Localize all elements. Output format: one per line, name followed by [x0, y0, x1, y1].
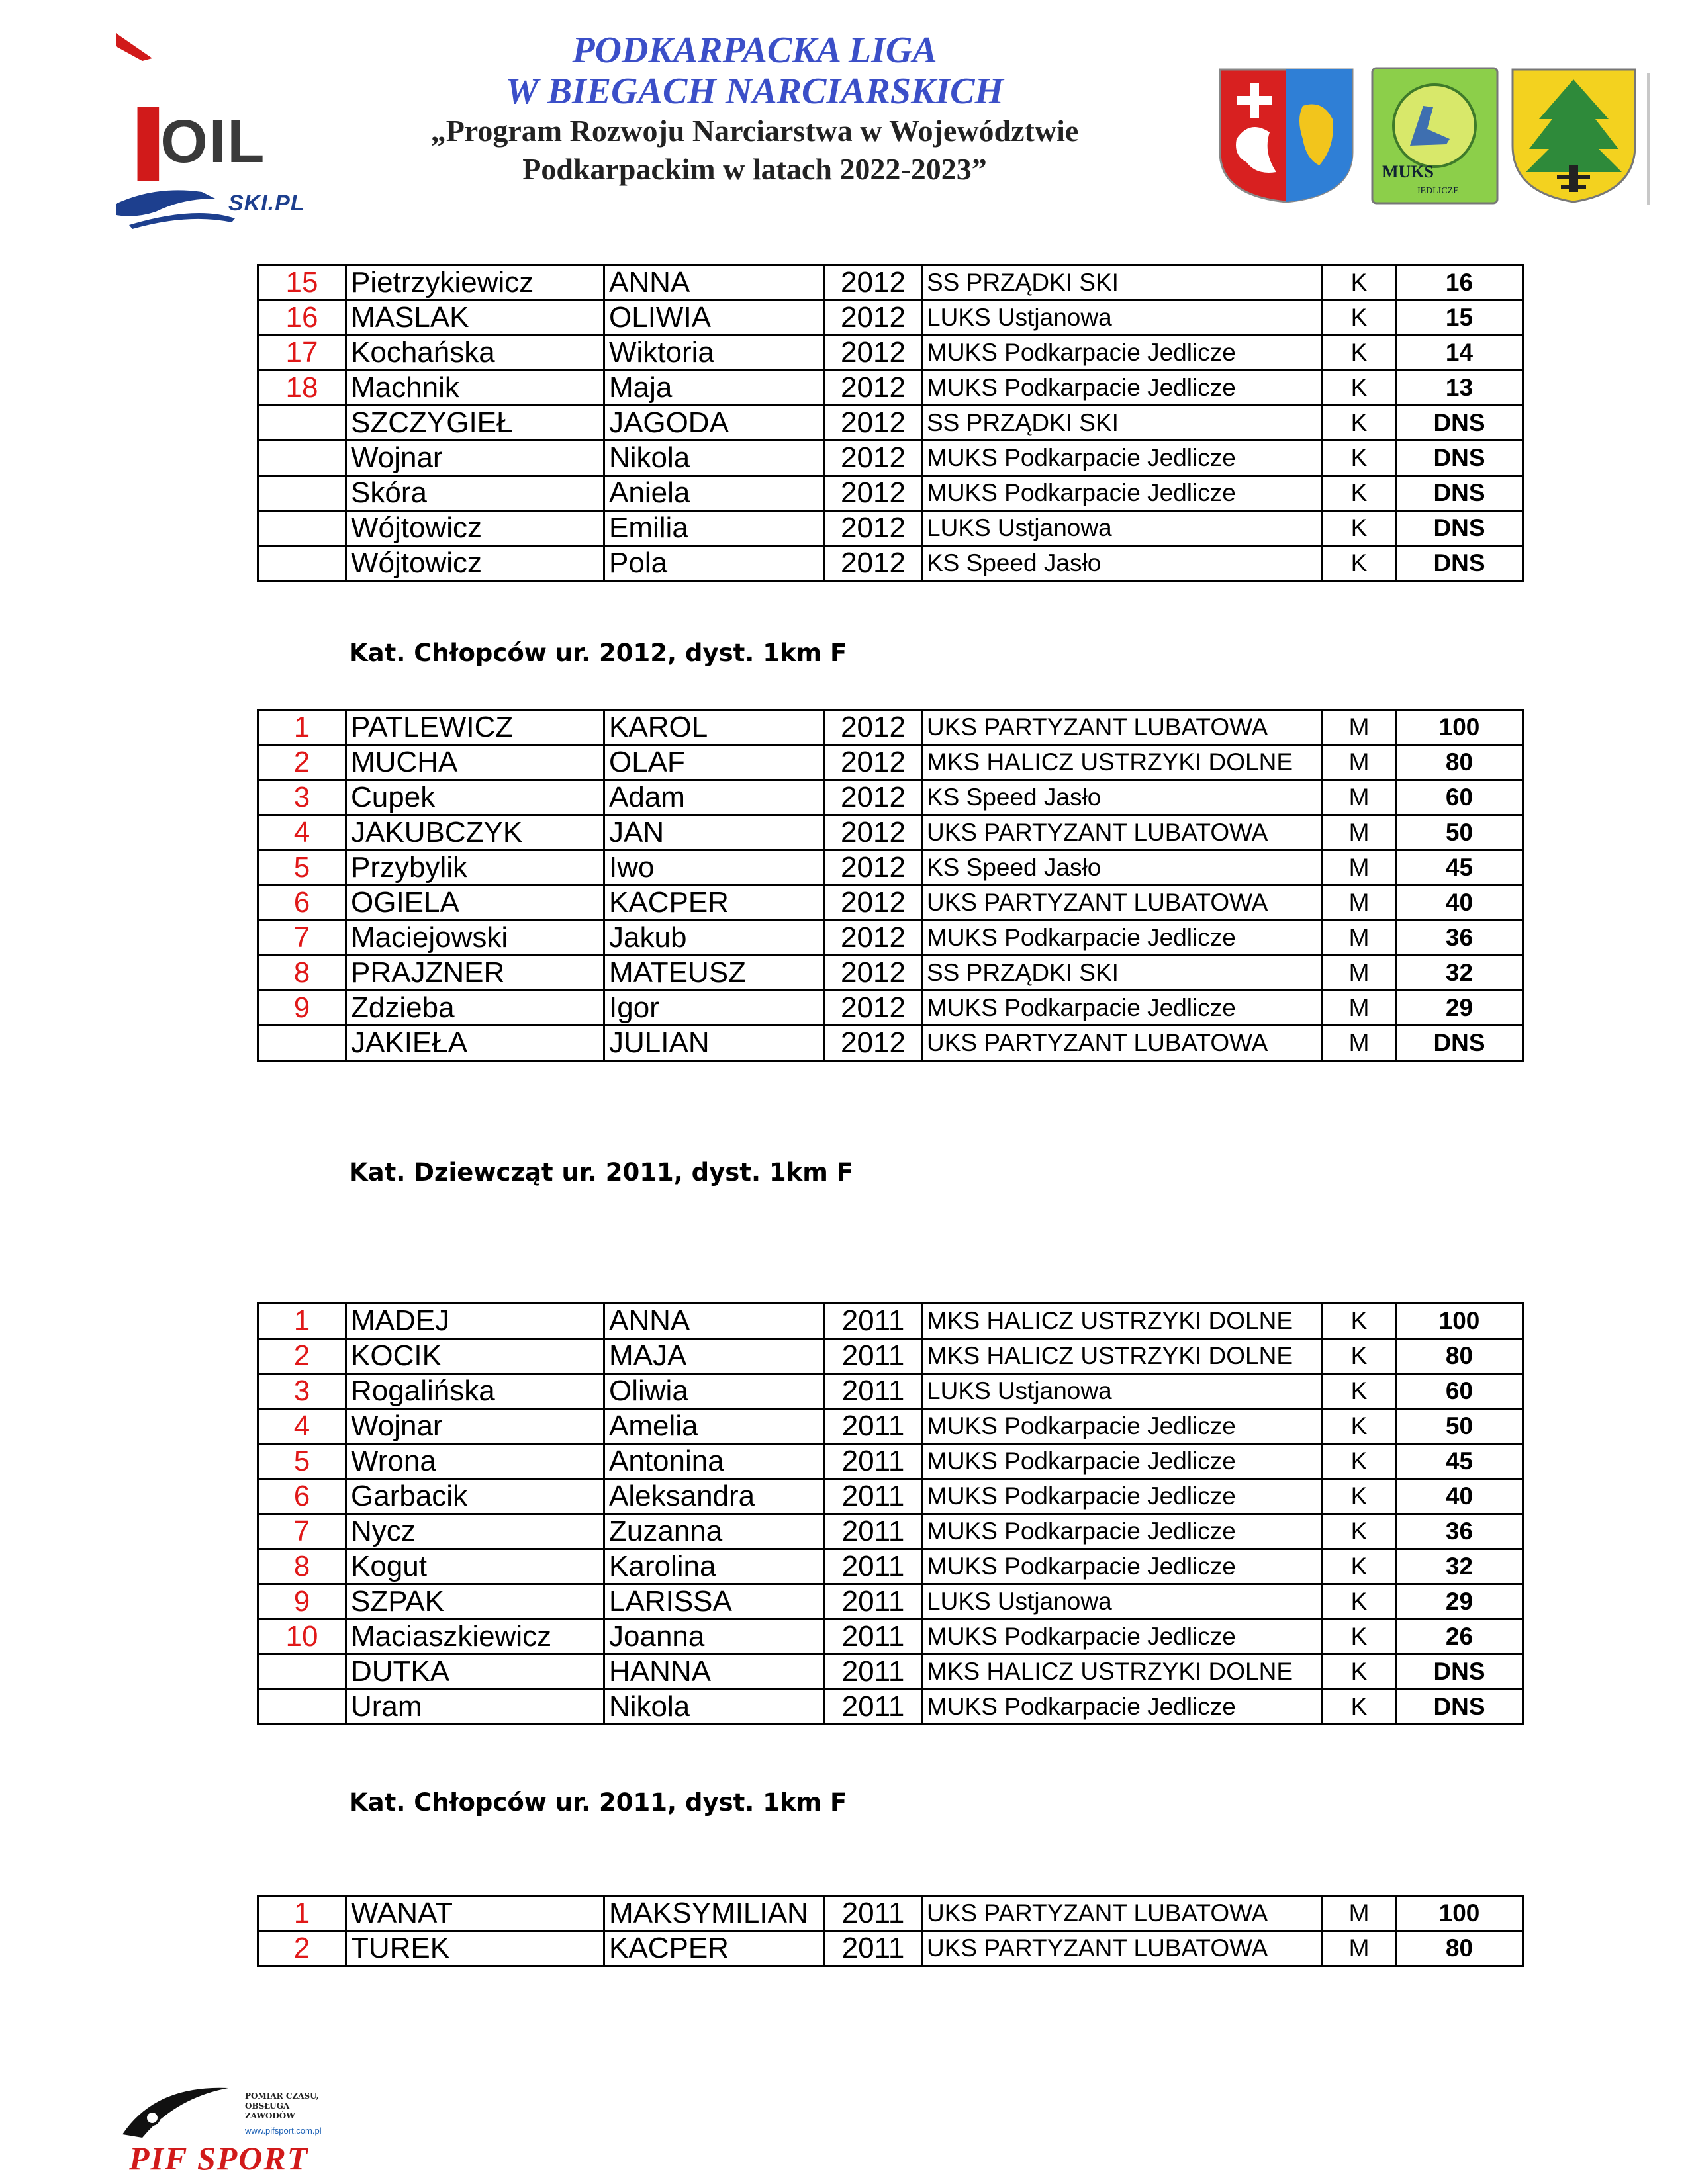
points-cell: 60 [1396, 1374, 1523, 1409]
club-cell: UKS PARTYZANT LUBATOWA [922, 886, 1323, 921]
first-name-cell: Antonina [604, 1444, 825, 1479]
first-name-cell: Oliwia [604, 1374, 825, 1409]
first-name-cell: Aniela [604, 476, 825, 511]
result-row [258, 1896, 1523, 1931]
place-cell: 5 [258, 1444, 346, 1479]
first-name-cell: KAROL [604, 710, 825, 745]
sex-cell: M [1323, 1026, 1396, 1061]
birth-year-cell: 2011 [825, 1549, 922, 1584]
points-cell: DNS [1396, 1655, 1523, 1690]
program-title-line1: „Program Rozwoju Narciarstwa w Województwie [430, 114, 1079, 148]
first-name-cell: Joanna [604, 1619, 825, 1655]
program-title-line2: Podkarpackim w latach 2022-2023” [522, 152, 987, 186]
points-cell: 40 [1396, 886, 1523, 921]
birth-year-cell: 2011 [825, 1514, 922, 1549]
birth-year-cell: 2012 [825, 991, 922, 1026]
surname-cell: MASLAK [346, 300, 604, 336]
club-cell: MKS HALICZ USTRZYKI DOLNE [922, 1304, 1323, 1339]
sex-cell: K [1323, 1549, 1396, 1584]
surname-cell: Maciaszkiewicz [346, 1619, 604, 1655]
sex-cell: M [1323, 850, 1396, 886]
birth-year-cell: 2012 [825, 1026, 922, 1061]
birth-year-cell: 2012 [825, 921, 922, 956]
sex-cell: K [1323, 406, 1396, 441]
club-cell: LUKS Ustjanowa [922, 511, 1323, 546]
birth-year-cell: 2012 [825, 476, 922, 511]
first-name-cell: Pola [604, 546, 825, 581]
first-name-cell: Amelia [604, 1409, 825, 1444]
first-name-cell: Jakub [604, 921, 825, 956]
result-row [258, 546, 1523, 581]
surname-cell: JAKUBCZYK [346, 815, 604, 850]
points-cell: 100 [1396, 710, 1523, 745]
first-name-cell: KACPER [604, 1931, 825, 1966]
birth-year-cell: 2012 [825, 710, 922, 745]
place-cell [258, 1690, 346, 1725]
club-cell: KS Speed Jasło [922, 546, 1323, 581]
first-name-cell: Igor [604, 991, 825, 1026]
result-row [258, 441, 1523, 476]
surname-cell: Kochańska [346, 336, 604, 371]
birth-year-cell: 2011 [825, 1374, 922, 1409]
points-cell: DNS [1396, 1026, 1523, 1061]
birth-year-cell: 2012 [825, 336, 922, 371]
orlen-logo [116, 26, 295, 175]
results-table-boys-2011 [257, 1895, 1524, 1967]
place-cell: 2 [258, 1339, 346, 1374]
birth-year-cell: 2012 [825, 371, 922, 406]
club-cell: MUKS Podkarpacie Jedlicze [922, 1619, 1323, 1655]
points-cell: DNS [1396, 406, 1523, 441]
sex-cell: K [1323, 1444, 1396, 1479]
points-cell: 45 [1396, 850, 1523, 886]
sex-cell: K [1323, 546, 1396, 581]
club-cell: MUKS Podkarpacie Jedlicze [922, 991, 1323, 1026]
timing-url: www.pifsport.com.pl [245, 2126, 322, 2136]
surname-cell: Pietrzykiewicz [346, 265, 604, 300]
points-cell: 80 [1396, 745, 1523, 780]
result-row [258, 511, 1523, 546]
first-name-cell: Adam [604, 780, 825, 815]
points-cell: DNS [1396, 546, 1523, 581]
points-cell: 14 [1396, 336, 1523, 371]
place-cell: 18 [258, 371, 346, 406]
sex-cell: K [1323, 371, 1396, 406]
result-row [258, 1374, 1523, 1409]
points-cell: 16 [1396, 265, 1523, 300]
results-table-girls-2011 [257, 1302, 1524, 1725]
first-name-cell: JAGODA [604, 406, 825, 441]
club-cell: MUKS Podkarpacie Jedlicze [922, 1514, 1323, 1549]
sex-cell: K [1323, 1690, 1396, 1725]
result-row [258, 1619, 1523, 1655]
sex-cell: M [1323, 921, 1396, 956]
points-cell: 40 [1396, 1479, 1523, 1514]
first-name-cell: Maja [604, 371, 825, 406]
club-cell: MKS HALICZ USTRZYKI DOLNE [922, 1655, 1323, 1690]
surname-cell: Wrona [346, 1444, 604, 1479]
place-cell: 4 [258, 815, 346, 850]
result-row [258, 921, 1523, 956]
birth-year-cell: 2011 [825, 1444, 922, 1479]
orlen-wordmark: ▐OIL [116, 108, 266, 175]
points-cell: 60 [1396, 780, 1523, 815]
sex-cell: K [1323, 1584, 1396, 1619]
birth-year-cell: 2012 [825, 815, 922, 850]
points-cell: 29 [1396, 1584, 1523, 1619]
league-title-line2: W BIEGACH NARCIARSKICH [505, 71, 1004, 112]
sex-cell: M [1323, 991, 1396, 1026]
club-cell: LUKS Ustjanowa [922, 1584, 1323, 1619]
place-cell: 3 [258, 1374, 346, 1409]
place-cell [258, 406, 346, 441]
result-row [258, 1584, 1523, 1619]
sex-cell: K [1323, 1339, 1396, 1374]
surname-cell: WANAT [346, 1896, 604, 1931]
sex-cell: K [1323, 1479, 1396, 1514]
birth-year-cell: 2011 [825, 1619, 922, 1655]
first-name-cell: MAJA [604, 1339, 825, 1374]
category-heading-boys-2011: Kat. Chłopców ur. 2011, dyst. 1km F [349, 1788, 847, 1817]
first-name-cell: Nikola [604, 1690, 825, 1725]
surname-cell: Skóra [346, 476, 604, 511]
result-row [258, 1409, 1523, 1444]
sex-cell: M [1323, 780, 1396, 815]
club-cell: KS Speed Jasło [922, 780, 1323, 815]
first-name-cell: Karolina [604, 1549, 825, 1584]
surname-cell: Przybylik [346, 850, 604, 886]
club-cell: UKS PARTYZANT LUBATOWA [922, 710, 1323, 745]
podkarpackie-coat-of-arms-icon [1217, 66, 1356, 205]
surname-cell: Rogalińska [346, 1374, 604, 1409]
club-cell: MKS HALICZ USTRZYKI DOLNE [922, 745, 1323, 780]
result-row [258, 780, 1523, 815]
place-cell [258, 546, 346, 581]
club-cell: MUKS Podkarpacie Jedlicze [922, 921, 1323, 956]
points-cell: 36 [1396, 921, 1523, 956]
place-cell: 17 [258, 336, 346, 371]
surname-cell: Maciejowski [346, 921, 604, 956]
points-cell: DNS [1396, 1690, 1523, 1725]
points-cell: 32 [1396, 956, 1523, 991]
place-cell: 2 [258, 745, 346, 780]
results-table-boys-2012 [257, 709, 1524, 1062]
svg-text:JEDLICZE: JEDLICZE [1417, 186, 1459, 196]
surname-cell: Wójtowicz [346, 511, 604, 546]
club-cell: MUKS Podkarpacie Jedlicze [922, 1549, 1323, 1584]
surname-cell: Machnik [346, 371, 604, 406]
birth-year-cell: 2011 [825, 1655, 922, 1690]
points-cell: 32 [1396, 1549, 1523, 1584]
points-cell: 50 [1396, 815, 1523, 850]
surname-cell: KOCIK [346, 1339, 604, 1374]
place-cell: 16 [258, 300, 346, 336]
first-name-cell: Nikola [604, 441, 825, 476]
birth-year-cell: 2012 [825, 441, 922, 476]
birth-year-cell: 2012 [825, 406, 922, 441]
sex-cell: K [1323, 1304, 1396, 1339]
surname-cell: Cupek [346, 780, 604, 815]
surname-cell: Uram [346, 1690, 604, 1725]
points-cell: 80 [1396, 1339, 1523, 1374]
category-heading-girls-2011: Kat. Dziewcząt ur. 2011, dyst. 1km F [349, 1158, 853, 1187]
first-name-cell: Emilia [604, 511, 825, 546]
result-row [258, 956, 1523, 991]
first-name-cell: MATEUSZ [604, 956, 825, 991]
place-cell [258, 1655, 346, 1690]
skipl-text: SKI.PL [228, 191, 305, 216]
points-cell: 15 [1396, 300, 1523, 336]
pif-sport-logo [116, 2078, 354, 2177]
points-cell: 100 [1396, 1896, 1523, 1931]
sex-cell: K [1323, 300, 1396, 336]
orlen-eagle-icon [116, 33, 162, 73]
birth-year-cell: 2012 [825, 745, 922, 780]
surname-cell: Wojnar [346, 1409, 604, 1444]
birth-year-cell: 2011 [825, 1584, 922, 1619]
result-row [258, 1339, 1523, 1374]
pif-sport-brand: PIF SPORT [129, 2140, 309, 2177]
club-cell: UKS PARTYZANT LUBATOWA [922, 1026, 1323, 1061]
result-row [258, 1549, 1523, 1584]
points-cell: DNS [1396, 441, 1523, 476]
points-cell: DNS [1396, 476, 1523, 511]
surname-cell: JAKIEŁA [346, 1026, 604, 1061]
place-cell: 10 [258, 1619, 346, 1655]
birth-year-cell: 2012 [825, 511, 922, 546]
points-cell: 29 [1396, 991, 1523, 1026]
result-row [258, 745, 1523, 780]
first-name-cell: MAKSYMILIAN [604, 1896, 825, 1931]
first-name-cell: ANNA [604, 1304, 825, 1339]
birth-year-cell: 2012 [825, 956, 922, 991]
club-cell: MUKS Podkarpacie Jedlicze [922, 336, 1323, 371]
svg-text:MUKS: MUKS [1382, 162, 1434, 181]
first-name-cell: Aleksandra [604, 1479, 825, 1514]
club-cell: UKS PARTYZANT LUBATOWA [922, 1931, 1323, 1966]
sex-cell: K [1323, 1619, 1396, 1655]
points-cell: 45 [1396, 1444, 1523, 1479]
place-cell: 9 [258, 991, 346, 1026]
result-row [258, 1479, 1523, 1514]
surname-cell: Wójtowicz [346, 546, 604, 581]
birth-year-cell: 2011 [825, 1931, 922, 1966]
result-row [258, 476, 1523, 511]
result-row [258, 1444, 1523, 1479]
surname-cell: SZCZYGIEŁ [346, 406, 604, 441]
stopwatch-swoosh-icon [116, 2078, 248, 2144]
points-cell: 36 [1396, 1514, 1523, 1549]
birth-year-cell: 2011 [825, 1339, 922, 1374]
league-title-line1: PODKARPACKA LIGA [572, 30, 937, 71]
title-block [331, 30, 1178, 189]
surname-cell: OGIELA [346, 886, 604, 921]
category-heading-boys-2012: Kat. Chłopców ur. 2012, dyst. 1km F [349, 639, 847, 667]
birth-year-cell: 2011 [825, 1409, 922, 1444]
points-cell: 26 [1396, 1619, 1523, 1655]
first-name-cell: OLAF [604, 745, 825, 780]
result-row [258, 371, 1523, 406]
surname-cell: Wojnar [346, 441, 604, 476]
place-cell: 2 [258, 1931, 346, 1966]
club-cell: MUKS Podkarpacie Jedlicze [922, 441, 1323, 476]
first-name-cell: KACPER [604, 886, 825, 921]
place-cell [258, 511, 346, 546]
place-cell: 15 [258, 265, 346, 300]
club-cell: MUKS Podkarpacie Jedlicze [922, 1479, 1323, 1514]
skipl-logo [116, 179, 334, 232]
result-row [258, 991, 1523, 1026]
crest-edge-divider [1647, 73, 1663, 205]
club-cell: SS PRZĄDKI SKI [922, 956, 1323, 991]
place-cell: 1 [258, 1896, 346, 1931]
sex-cell: K [1323, 336, 1396, 371]
place-cell: 6 [258, 1479, 346, 1514]
surname-cell: DUTKA [346, 1655, 604, 1690]
result-row [258, 710, 1523, 745]
place-cell [258, 476, 346, 511]
surname-cell: SZPAK [346, 1584, 604, 1619]
birth-year-cell: 2011 [825, 1304, 922, 1339]
surname-cell: PATLEWICZ [346, 710, 604, 745]
club-cell: SS PRZĄDKI SKI [922, 406, 1323, 441]
club-cell: MUKS Podkarpacie Jedlicze [922, 1444, 1323, 1479]
first-name-cell: HANNA [604, 1655, 825, 1690]
place-cell: 9 [258, 1584, 346, 1619]
birth-year-cell: 2012 [825, 546, 922, 581]
club-cell: LUKS Ustjanowa [922, 300, 1323, 336]
result-row [258, 300, 1523, 336]
club-cell: UKS PARTYZANT LUBATOWA [922, 815, 1323, 850]
result-row [258, 336, 1523, 371]
club-cell: MUKS Podkarpacie Jedlicze [922, 1690, 1323, 1725]
place-cell: 1 [258, 710, 346, 745]
birth-year-cell: 2012 [825, 265, 922, 300]
place-cell: 6 [258, 886, 346, 921]
sex-cell: M [1323, 1931, 1396, 1966]
place-cell: 7 [258, 1514, 346, 1549]
points-cell: 80 [1396, 1931, 1523, 1966]
surname-cell: Zdzieba [346, 991, 604, 1026]
points-cell: 100 [1396, 1304, 1523, 1339]
club-cell: MUKS Podkarpacie Jedlicze [922, 1409, 1323, 1444]
place-cell: 7 [258, 921, 346, 956]
first-name-cell: Iwo [604, 850, 825, 886]
pine-tree-coat-of-arms-icon [1509, 66, 1638, 205]
place-cell: 8 [258, 956, 346, 991]
points-cell: 50 [1396, 1409, 1523, 1444]
result-row [258, 1931, 1523, 1966]
sex-cell: K [1323, 476, 1396, 511]
birth-year-cell: 2011 [825, 1690, 922, 1725]
club-cell: KS Speed Jasło [922, 850, 1323, 886]
result-row [258, 815, 1523, 850]
place-cell: 8 [258, 1549, 346, 1584]
first-name-cell: Wiktoria [604, 336, 825, 371]
first-name-cell: LARISSA [604, 1584, 825, 1619]
birth-year-cell: 2011 [825, 1896, 922, 1931]
surname-cell: Kogut [346, 1549, 604, 1584]
results-table-girls-2012-continued [257, 264, 1524, 582]
sex-cell: M [1323, 886, 1396, 921]
sex-cell: K [1323, 1409, 1396, 1444]
timing-service-tag: POMIAR CZASU, OBSŁUGA ZAWODÓW [245, 2091, 319, 2120]
first-name-cell: Zuzanna [604, 1514, 825, 1549]
sex-cell: K [1323, 265, 1396, 300]
sex-cell: K [1323, 1374, 1396, 1409]
surname-cell: PRAJZNER [346, 956, 604, 991]
birth-year-cell: 2011 [825, 1479, 922, 1514]
sex-cell: M [1323, 956, 1396, 991]
sex-cell: M [1323, 815, 1396, 850]
surname-cell: TUREK [346, 1931, 604, 1966]
club-cell: UKS PARTYZANT LUBATOWA [922, 1896, 1323, 1931]
club-cell: LUKS Ustjanowa [922, 1374, 1323, 1409]
club-cell: MUKS Podkarpacie Jedlicze [922, 476, 1323, 511]
sex-cell: K [1323, 1514, 1396, 1549]
sex-cell: M [1323, 1896, 1396, 1931]
result-row [258, 1026, 1523, 1061]
sex-cell: K [1323, 511, 1396, 546]
sex-cell: K [1323, 1655, 1396, 1690]
first-name-cell: ANNA [604, 265, 825, 300]
surname-cell: Garbacik [346, 1479, 604, 1514]
club-cell: MKS HALICZ USTRZYKI DOLNE [922, 1339, 1323, 1374]
place-cell [258, 441, 346, 476]
sex-cell: M [1323, 710, 1396, 745]
sex-cell: K [1323, 441, 1396, 476]
points-cell: DNS [1396, 511, 1523, 546]
place-cell [258, 1026, 346, 1061]
sex-cell: M [1323, 745, 1396, 780]
club-cell: MUKS Podkarpacie Jedlicze [922, 371, 1323, 406]
birth-year-cell: 2012 [825, 850, 922, 886]
place-cell: 4 [258, 1409, 346, 1444]
place-cell: 1 [258, 1304, 346, 1339]
points-cell: 13 [1396, 371, 1523, 406]
result-row [258, 265, 1523, 300]
muks-jedlicze-crest-icon [1370, 66, 1499, 205]
surname-cell: MADEJ [346, 1304, 604, 1339]
first-name-cell: JAN [604, 815, 825, 850]
birth-year-cell: 2012 [825, 780, 922, 815]
first-name-cell: OLIWIA [604, 300, 825, 336]
result-row [258, 1304, 1523, 1339]
result-row [258, 1690, 1523, 1725]
result-row [258, 886, 1523, 921]
birth-year-cell: 2012 [825, 886, 922, 921]
place-cell: 5 [258, 850, 346, 886]
result-row [258, 1655, 1523, 1690]
birth-year-cell: 2012 [825, 300, 922, 336]
surname-cell: Nycz [346, 1514, 604, 1549]
result-row [258, 1514, 1523, 1549]
club-cell: SS PRZĄDKI SKI [922, 265, 1323, 300]
surname-cell: MUCHA [346, 745, 604, 780]
result-row [258, 406, 1523, 441]
first-name-cell: JULIAN [604, 1026, 825, 1061]
place-cell: 3 [258, 780, 346, 815]
result-row [258, 850, 1523, 886]
